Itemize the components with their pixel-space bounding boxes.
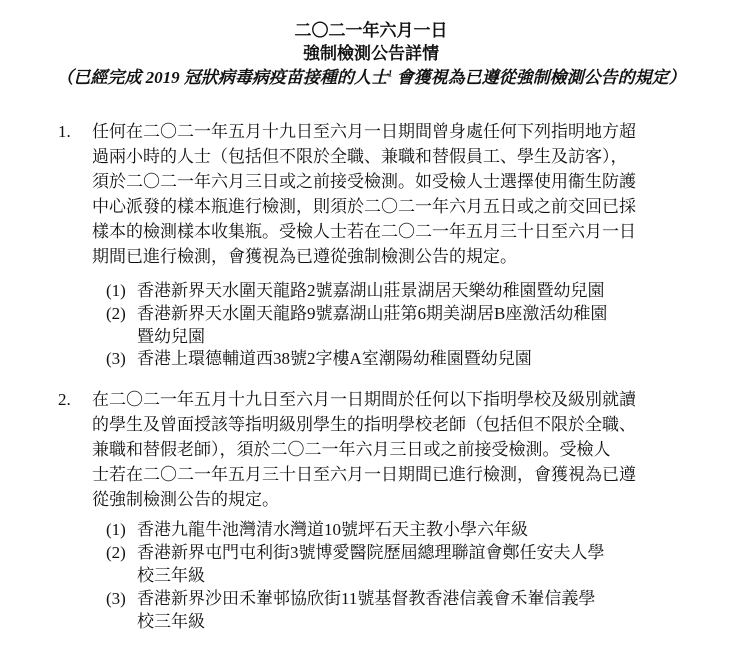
list-item-label: (2)	[106, 304, 126, 323]
list-item-text: 校三年級	[137, 612, 205, 631]
list-item-label: (3)	[106, 349, 126, 368]
paragraph-line: 過兩小時的人士（包括但不限於全職、兼職和替假員工、學生及訪客），	[92, 147, 628, 166]
paragraph-line: 須於二〇二一年六月三日或之前接受檢測。如受檢人士選擇使用衞生防護	[92, 172, 636, 191]
paragraph-line: 期間已進行檢測，會獲視為已遵從強制檢測公告的規定。	[92, 247, 517, 266]
paragraph-line: 在二〇二一年五月十九日至六月一日期間於任何以下指明學校及級別就讀	[92, 390, 636, 409]
document-date: 二〇二一年六月一日	[294, 21, 448, 40]
paragraph-line: 任何在二〇二一年五月十九日至六月一日期間曾身處任何下列指明地方超	[92, 122, 636, 141]
paragraph-line: 士若在二〇二一年五月三十日至六月一日期間已進行檢測，會獲視為已遵	[92, 465, 636, 484]
subtitle-text: （已經完成 2019 冠狀病毒病疫苗接種的人士	[56, 68, 388, 87]
list-item-text: 香港新界天水圍天龍路9號嘉湖山莊第6期美湖居B座激活幼稚園	[137, 304, 608, 323]
paragraph-line: 樣本的檢測樣本收集瓶。受檢人士若在二〇二一年五月三十日至六月一日	[92, 222, 636, 241]
subtitle-text-end: 會獲視為已遵從強制檢測公告的規定）	[392, 68, 686, 87]
document-title: 強制檢測公告詳情	[303, 44, 439, 63]
document-subtitle	[0, 63, 742, 88]
list-item-text: 校三年級	[137, 566, 205, 585]
paragraph-line: 兼職和替假老師），須於二〇二一年六月三日或之前接受檢測。受檢人	[92, 440, 611, 459]
list-item-text: 香港新界屯門屯利街3號博愛醫院歷屆總理聯誼會鄭任安夫人學	[137, 543, 605, 562]
paragraph-line: 從強制檢測公告的規定。	[92, 490, 279, 509]
list-item-text: 香港新界天水圍天龍路2號嘉湖山莊景湖居天樂幼稚園暨幼兒園	[137, 281, 605, 300]
list-item-text: 香港新界沙田禾輋邨協欣街11號基督教香港信義會禾輋信義學	[137, 589, 596, 608]
list-item-text: 香港九龍牛池灣清水灣道10號坪石天主教小學六年級	[137, 520, 528, 539]
footnote-marker: 1	[387, 68, 393, 79]
list-item-label: (2)	[106, 543, 126, 562]
list-item-label: (3)	[106, 589, 126, 608]
list-item-label: (1)	[106, 520, 126, 539]
list-item-label: (1)	[106, 281, 126, 300]
list-item-text: 暨幼兒園	[137, 327, 205, 346]
paragraph-line: 的學生及曾面授該等指明級別學生的指明學校老師（包括但不限於全職、	[92, 415, 636, 434]
section-number: 2.	[58, 390, 71, 409]
list-item-text: 香港上環德輔道西38號2字樓A室潮陽幼稚園暨幼兒園	[137, 349, 532, 368]
paragraph-line: 中心派發的樣本瓶進行檢測，則須於二〇二一年六月五日或之前交回已採	[92, 197, 636, 216]
section-number: 1.	[58, 122, 71, 141]
